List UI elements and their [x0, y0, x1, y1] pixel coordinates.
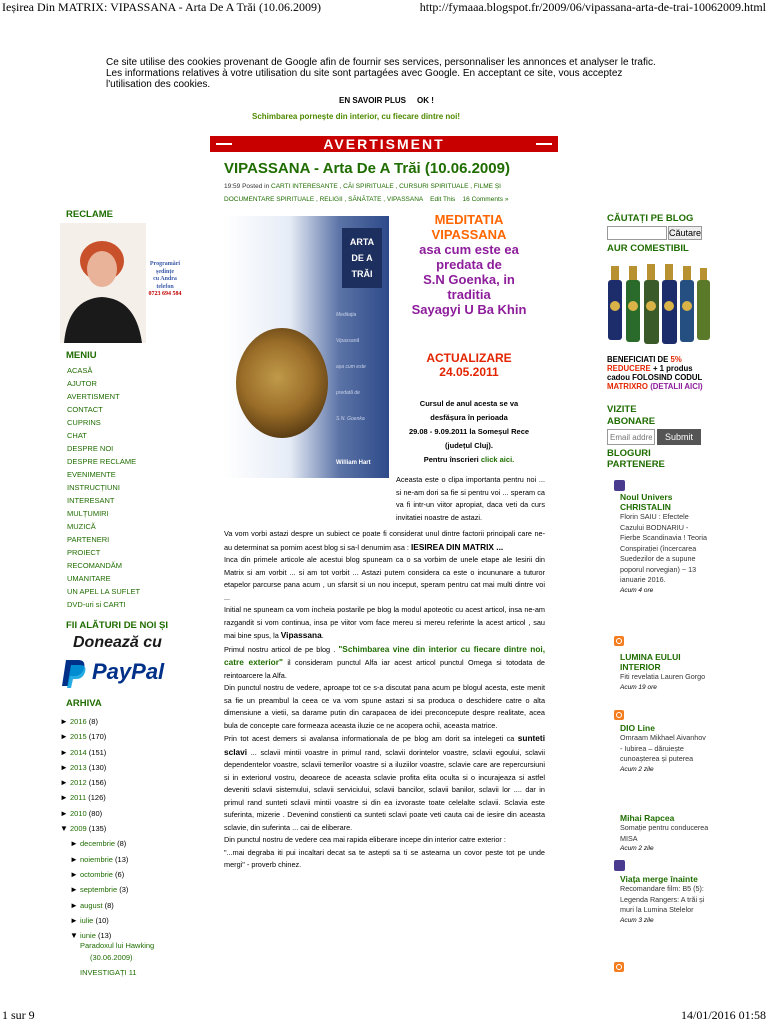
paragraph: Din punctul nostru de vedere cea mai rapida eliberare incepe din interior catre exterior :	[224, 835, 506, 844]
collapse-arrow-icon[interactable]: ▼	[70, 931, 78, 941]
menu-item[interactable]: EVENIMENTE	[67, 470, 116, 479]
update-notice: ACTUALIZARE 24.05.2011	[426, 351, 512, 379]
learn-more-link[interactable]: EN SAVOIR PLUS	[339, 96, 406, 105]
submit-button[interactable]: Submit	[657, 429, 701, 445]
archive-item-count: (151)	[88, 747, 107, 757]
rss-icon	[614, 710, 624, 720]
paragraph: Prin tot acest demers si avalansa informationala de pe blog am dorit sa intelegeti ca sunteti sclavi ... sclavii mintii voastre in primul rand, sclavii dorintelor voastre, sclavii egoului, sclavii dependentelor voastre, sclavii temerilor voastre si a iluziilor voastre, sclavie care are repercursiuni si in exteriorul vostru, deoarece de aceasta sclavie profita elita oculta si o incurajeaza si astfel deveniti sclavii sistemului, sclavii serviciului, sclavii bancilor, sclavii banilor, sclavii lor .... dar in primul rand sunteti sclavii mintii voastre si din ea izvoraste toate celelalte sclavii. Sclavia este suferinta, mizerie . Devenind constienti ca sunteti sclavi poate veti cauta cai de iesire din aceasta sclavie, din suferinta ... cai de eliberare.	[224, 733, 545, 832]
archive-item-label[interactable]: octombrie	[80, 869, 113, 879]
menu-item[interactable]: DVD-uri si CARTI	[67, 600, 126, 609]
expand-arrow-icon[interactable]: ►	[70, 854, 78, 864]
archive-item[interactable]	[60, 729, 128, 744]
print-url[interactable]: http://fymaaa.blogspot.fr/2009/06/vipassana-arta-de-trai-10062009.html	[419, 0, 766, 14]
archive-post-date[interactable]: (30.06.2009)	[90, 953, 133, 962]
archive-item[interactable]	[60, 867, 128, 882]
archive-post-link[interactable]: INVESTIGAȚI 11	[80, 968, 137, 977]
archive-list	[60, 714, 128, 943]
archive-item-count: (13)	[115, 854, 129, 864]
article-body	[224, 474, 545, 872]
paragraph: Din punctul nostru de vedere, aproape tot ce s-a discutat pana acum pe blogul acesta, este menit sa fie un preambul la ceea ce va vom spune astazi si sa produca o deschidere catre o alta dimensiune a vietii, sa darame putin din carapacea de idei preconcepute despre realitate, acea bula de concepte care formeaza aceasta iluzie ce ne acopera ochii, aceasta matrice.	[224, 683, 545, 730]
comments-link[interactable]: 16 Comments »	[462, 196, 509, 203]
post-time: 19:59	[224, 183, 241, 190]
menu-item[interactable]: RECOMANDĂM	[67, 561, 123, 570]
archive-item[interactable]	[60, 898, 128, 913]
discount-code: MATRIXRO	[607, 382, 649, 391]
archive-item-count: (3)	[119, 885, 129, 895]
menu-list	[67, 364, 140, 611]
expand-arrow-icon[interactable]: ►	[60, 793, 68, 803]
blog-placeholder-icon	[614, 800, 624, 810]
archive-item[interactable]	[60, 714, 128, 729]
archive-item-label[interactable]: decembrie	[80, 839, 116, 849]
meditatia-heading: MEDITATIA VIPASSANA asa cum este ea predata de S.N Goenka, in traditia Sayagyi U Ba Khin	[411, 212, 527, 317]
menu-item[interactable]: CUPRINS	[67, 418, 101, 427]
archive-item-count: (170)	[88, 732, 107, 742]
menu-item[interactable]: DESPRE RECLAME	[67, 457, 137, 466]
archive-item-count: (80)	[88, 808, 103, 818]
archive-item-count: (135)	[88, 824, 107, 834]
course-info: Cursul de anul acesta se va desfășura în perioada 29.08 - 9.09.2011 la Someșul Rece (județul Cluj). Pentru înscrieri click aici.	[408, 399, 530, 464]
expand-arrow-icon[interactable]: ►	[70, 900, 78, 910]
archive-item-label[interactable]: 2011	[70, 793, 87, 803]
menu-heading: MENIU	[66, 350, 97, 361]
menu-item[interactable]: AJUTOR	[67, 379, 97, 388]
expand-arrow-icon[interactable]: ►	[60, 808, 68, 818]
search-heading: CĂUTAȚI PE BLOG	[607, 213, 694, 224]
rss-icon	[614, 636, 624, 646]
expand-arrow-icon[interactable]: ►	[70, 915, 78, 925]
book-medallion	[236, 328, 328, 438]
archive-item-label[interactable]: august	[80, 900, 103, 910]
menu-item[interactable]: AVERTISMENT	[67, 392, 120, 401]
menu-item[interactable]: INTERESANT	[67, 496, 115, 505]
expand-arrow-icon[interactable]: ►	[60, 747, 68, 757]
partner-blog[interactable]: Mihai Rapcea Somație pentru conducerea MISA Acum 2 zile	[614, 800, 710, 854]
archive-item-label[interactable]: iunie	[80, 931, 96, 941]
menu-item[interactable]: INSTRUCȚIUNI	[67, 483, 120, 492]
archive-item-count: (8)	[117, 839, 127, 849]
paragraph: Va vom vorbi astazi despre un subiect ce poate fi considerat unul dintre factorii principali care ne-au determinat sa pornim acest blog si sa-l denumim asa : IESIREA DIN MATRIX ...	[224, 529, 545, 552]
posted-in-label: Posted in	[242, 183, 270, 190]
donate-label: Donează cu	[73, 634, 162, 651]
print-page-title: Ieșirea Din MATRIX: VIPASSANA - Arta De A Trăi (10.06.2009)	[2, 0, 322, 14]
blog-motto: Schimbarea pornește din interior, cu fiecare dintre noi!	[252, 112, 461, 121]
gold-product-image[interactable]	[607, 258, 711, 352]
archive-item-count: (10)	[95, 915, 109, 925]
partner-blog[interactable]: LUMINA EULUI INTERIOR Fiti revelatia Lauren Gorgo Acum 19 ore	[614, 636, 710, 693]
expand-arrow-icon[interactable]: ►	[60, 778, 68, 788]
cookie-ok-button[interactable]: OK !	[417, 96, 434, 105]
expand-arrow-icon[interactable]: ►	[70, 869, 78, 879]
details-link[interactable]: (DETALII AICI)	[650, 382, 703, 391]
archive-item[interactable]	[60, 821, 128, 836]
archive-item[interactable]	[60, 760, 128, 775]
archive-item-label[interactable]: septembrie	[80, 885, 118, 895]
bottles-illustration	[607, 258, 711, 352]
gold-heading: AUR COMESTIBIL	[607, 243, 689, 254]
partner-blog[interactable]: Noul Univers CHRISTALIN Florin SAIU : Efectele Cazului BODNARIU - Fierbe Scandinavia ! Teoria Conspirației (încercarea Suedezilor de a supune poporul norvegian) ~ 13 ianuarie 2016. Acum 4 ore	[614, 480, 710, 596]
paragraph: Aceasta este o clipa importanta pentru noi ... si ne-am dori sa fie si pentru voi ... speram ca va fi intr-un viitor apropiat, daca veti da curs invitatiei noastre de astazi.	[396, 475, 545, 522]
archive-item[interactable]	[60, 775, 128, 790]
partner-blog[interactable]: DIO Line Omraam Mikhael Aivanhov - Iubirea – dăruiește cunoașterea și puterea Acum 2 zile	[614, 710, 710, 775]
discount-notice: BENEFICIATI DE 5% REDUCERE + 1 produs cadou FOLOSIND CODUL MATRIXRO (DETALII AICI)	[607, 355, 703, 391]
warning-banner[interactable]: AVERTISMENT	[210, 136, 558, 152]
archive-item-label[interactable]: 2012	[70, 778, 87, 788]
print-page-number: 1 sur 9	[2, 1008, 35, 1022]
edit-link[interactable]: Edit This	[430, 196, 456, 203]
menu-item[interactable]: CHAT	[67, 431, 87, 440]
paragraph: "...mai degraba iti pui incaltari decat sa te astepti sa ti se astearna un covor peste tot pe unde mergi" - proverb chinez.	[224, 847, 545, 869]
rss-icon	[614, 962, 624, 972]
blog-avatar-icon	[614, 860, 625, 871]
menu-item[interactable]: MUZICĂ	[67, 522, 96, 531]
paragraph: Inca din primele articole ale acestui blog spuneam ca o sa vorbim de unele etape ale Iesirii din Matrix si am vorbit ... si am tot vorbit ... Astazi putem considera ca este o incununare a tuturor etapelor parcurse pana acum , un sfarsit si un nou inceput, speram pentru cat mai multi dintre voi ...	[224, 555, 545, 602]
post-categories[interactable]: CARTI INTERESANTE , CĂI SPIRITUALE , CURSURI SPIRITUALE , FILME ȘI DOCUMENTARE SPIRITUALE , RELIGII , SĂNĂTATE , VIPASSANA	[224, 183, 501, 203]
archive-item-label[interactable]: 2014	[70, 747, 87, 757]
archive-item-count: (130)	[88, 762, 107, 772]
ad-banner[interactable]	[60, 223, 186, 343]
search-button[interactable]: Căutare	[669, 228, 702, 238]
archive-item-count: (6)	[115, 869, 125, 879]
archive-item-count: (156)	[88, 778, 107, 788]
archive-item[interactable]	[60, 852, 128, 867]
menu-item[interactable]: MULȚUMIRI	[67, 509, 109, 518]
archive-item[interactable]	[60, 882, 128, 897]
book-cover-image[interactable]: ARTA DE A TRĂI Meditația Vipassană așa cum este predată de S.N. Goenka William Hart	[224, 216, 389, 478]
cookie-notice: Ce site utilise des cookies provenant de Google afin de fournir ses services, personnaliser les annonces et analyser le trafic. Les informations relatives à votre utilisation du site sont partagées avec Google. En acceptant ce site, vous acceptez l'utilisation des cookies.	[106, 57, 656, 90]
partner-blog[interactable]: Viața merge înainte Recomandare film: B5 (5): Legenda Rangers: A trăi și muri la Lumina Stelelor Acum 3 zile	[614, 860, 710, 926]
archive-posts	[80, 940, 154, 979]
ad-text: Programări ședințe cu Andra telefon 0723 694 584	[148, 261, 182, 297]
book-author: William Hart	[336, 460, 371, 466]
archive-item-count: (8)	[104, 900, 114, 910]
archive-item-count: (13)	[97, 931, 112, 941]
menu-item[interactable]: UMANITARE	[67, 574, 111, 583]
menu-item[interactable]: PARTENERI	[67, 535, 110, 544]
print-datetime: 14/01/2016 01:58	[680, 1008, 766, 1022]
expand-arrow-icon[interactable]: ►	[60, 717, 68, 726]
post-meta	[224, 180, 529, 206]
menu-item[interactable]: PROIECT	[67, 548, 101, 557]
email-input[interactable]	[607, 429, 655, 445]
archive-item[interactable]	[60, 745, 128, 760]
paypal-button[interactable]	[60, 656, 186, 690]
collapse-arrow-icon[interactable]: ▼	[60, 824, 68, 834]
reclame-heading: RECLAME	[66, 209, 113, 220]
archive-item-label[interactable]: 2015	[70, 732, 87, 742]
paragraph: Initial ne spuneam ca vom incheia postarile pe blog la modul apoteotic cu acest articol, insa ne-am razgandit si vom continua, insa pe viitor vom face mereu si mereu referinte la acest articol , sau mai bine spus, la Vipassana.	[224, 605, 545, 640]
expand-arrow-icon[interactable]: ►	[70, 839, 78, 849]
print-header	[0, 0, 768, 16]
post-title[interactable]: VIPASSANA - Arta De A Trăi (10.06.2009)	[224, 160, 510, 177]
archive-item-label[interactable]: 2016	[70, 717, 87, 726]
menu-item[interactable]: UN APEL LA SUFLET	[67, 587, 141, 596]
visits-heading: VIZITE	[607, 404, 637, 415]
blog-avatar-icon	[614, 480, 625, 491]
search-input[interactable]	[607, 226, 667, 240]
signup-link[interactable]: click aici.	[480, 455, 515, 464]
archive-item[interactable]	[60, 913, 128, 928]
partner-blogs-heading: BLOGURI PARTENERE	[607, 448, 665, 470]
paragraph: Primul nostru articol de pe blog . "Schimbarea vine din interior cu fiecare dintre noi, catre exterior" il consideram punctul Alfa iar acest articol punctul Omega si totodata de reintoarcere la Alfa.	[224, 643, 546, 680]
archive-item-label[interactable]: 2013	[70, 762, 87, 772]
archive-item-label[interactable]: 2009	[70, 824, 87, 834]
subscribe-heading: ABONARE	[607, 416, 656, 427]
archive-item-label[interactable]: 2010	[70, 808, 87, 818]
expand-arrow-icon[interactable]: ►	[70, 885, 78, 895]
archive-item-count: (8)	[88, 717, 98, 726]
archive-item-label[interactable]: noiembrie	[80, 854, 113, 864]
menu-item[interactable]: DESPRE NOI	[67, 444, 114, 453]
archive-item[interactable]	[60, 790, 128, 805]
archive-item-count: (126)	[88, 793, 106, 803]
menu-item[interactable]: CONTACT	[67, 405, 103, 414]
donate-heading: FII ALĂTURI DE NOI ȘI	[66, 620, 169, 631]
archive-item[interactable]	[60, 806, 128, 821]
menu-item[interactable]: ACASĂ	[67, 366, 93, 375]
paypal-icon	[60, 658, 88, 688]
archive-heading: ARHIVA	[66, 698, 102, 709]
paypal-wordmark: PayPal	[92, 659, 165, 684]
expand-arrow-icon[interactable]: ►	[60, 762, 68, 772]
archive-post-link[interactable]: Paradoxul lui Hawking	[80, 941, 155, 950]
archive-item-label[interactable]: iulie	[80, 915, 94, 925]
book-title-box: ARTA DE A TRĂI	[342, 228, 382, 288]
archive-item[interactable]	[60, 836, 128, 851]
first-article-link[interactable]: "Schimbarea vine din interior cu fiecare dintre noi, catre exterior"	[224, 643, 546, 667]
expand-arrow-icon[interactable]: ►	[60, 732, 68, 742]
